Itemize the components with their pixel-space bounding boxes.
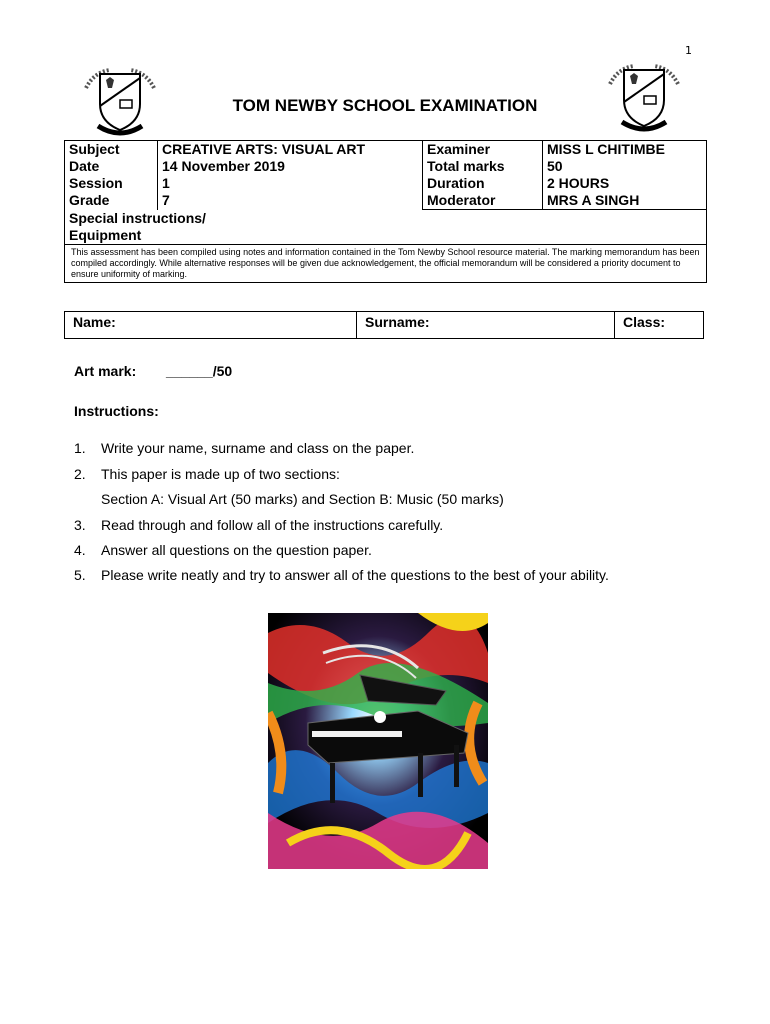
art-mark bbox=[74, 363, 232, 379]
special-instructions bbox=[65, 210, 707, 245]
subject-value: CREATIVE ARTS: VISUAL ART bbox=[162, 141, 366, 157]
total-marks-label: Total marks bbox=[427, 158, 505, 174]
duration-label: Duration bbox=[427, 175, 485, 191]
examiner-value: MISS L CHITIMBE bbox=[547, 141, 665, 157]
student-details-table bbox=[64, 311, 704, 339]
list-item: 3. Read through and follow all of the instructions carefully. bbox=[74, 517, 444, 533]
grade-value: 7 bbox=[162, 192, 170, 208]
page-number: 1 bbox=[685, 44, 692, 57]
info-row bbox=[65, 141, 707, 210]
special-instructions-label: Special instructions/ bbox=[69, 210, 206, 226]
exam-info-table bbox=[64, 140, 707, 283]
equipment-label: Equipment bbox=[69, 227, 142, 243]
duration-value: 2 HOURS bbox=[547, 175, 610, 191]
info-label bbox=[423, 141, 543, 210]
class-field[interactable]: Class: bbox=[615, 312, 704, 339]
grade-label: Grade bbox=[69, 192, 110, 208]
list-item: 2. This paper is made up of two sections: bbox=[74, 466, 340, 482]
session-value: 1 bbox=[162, 175, 170, 191]
name-field[interactable]: Name: bbox=[65, 312, 357, 339]
assessment-notes: This assessment has been compiled using notes and information contained in the Tom Newby School resource material. The marking memorandum has been compiled accordingly. While alternative responses will be given due acknowledgement, the official memorandum will be considered a priority document to ensure uniformity of marking. bbox=[65, 245, 707, 283]
session-label: Session bbox=[69, 175, 123, 191]
art-mark-value: ______/50 bbox=[166, 363, 233, 379]
moderator-label: Moderator bbox=[427, 192, 496, 208]
surname-field[interactable]: Surname: bbox=[357, 312, 615, 339]
exam-title: TOM NEWBY SCHOOL EXAMINATION bbox=[232, 96, 538, 115]
list-item: 4. Answer all questions on the question paper. bbox=[74, 542, 372, 558]
piano-artwork bbox=[268, 613, 488, 869]
info-value bbox=[543, 141, 707, 210]
total-marks-value: 50 bbox=[547, 158, 563, 174]
date-label: Date bbox=[69, 158, 100, 174]
examiner-label: Examiner bbox=[427, 141, 491, 157]
moderator-value: MRS A SINGH bbox=[547, 192, 640, 208]
info-label bbox=[65, 141, 158, 210]
art-mark-label: Art mark: bbox=[74, 363, 137, 379]
instructions-heading: Instructions: bbox=[74, 403, 159, 419]
list-item: 1. Write your name, surname and class on the paper. bbox=[74, 440, 415, 456]
info-value bbox=[158, 141, 423, 210]
list-item: 5. Please write neatly and try to answer all of the questions to the best of your ability. bbox=[74, 567, 609, 583]
list-item-continuation: Section A: Visual Art (50 marks) and Section B: Music (50 marks) bbox=[101, 491, 504, 507]
subject-label: Subject bbox=[69, 141, 120, 157]
date-value: 14 November 2019 bbox=[162, 158, 285, 174]
